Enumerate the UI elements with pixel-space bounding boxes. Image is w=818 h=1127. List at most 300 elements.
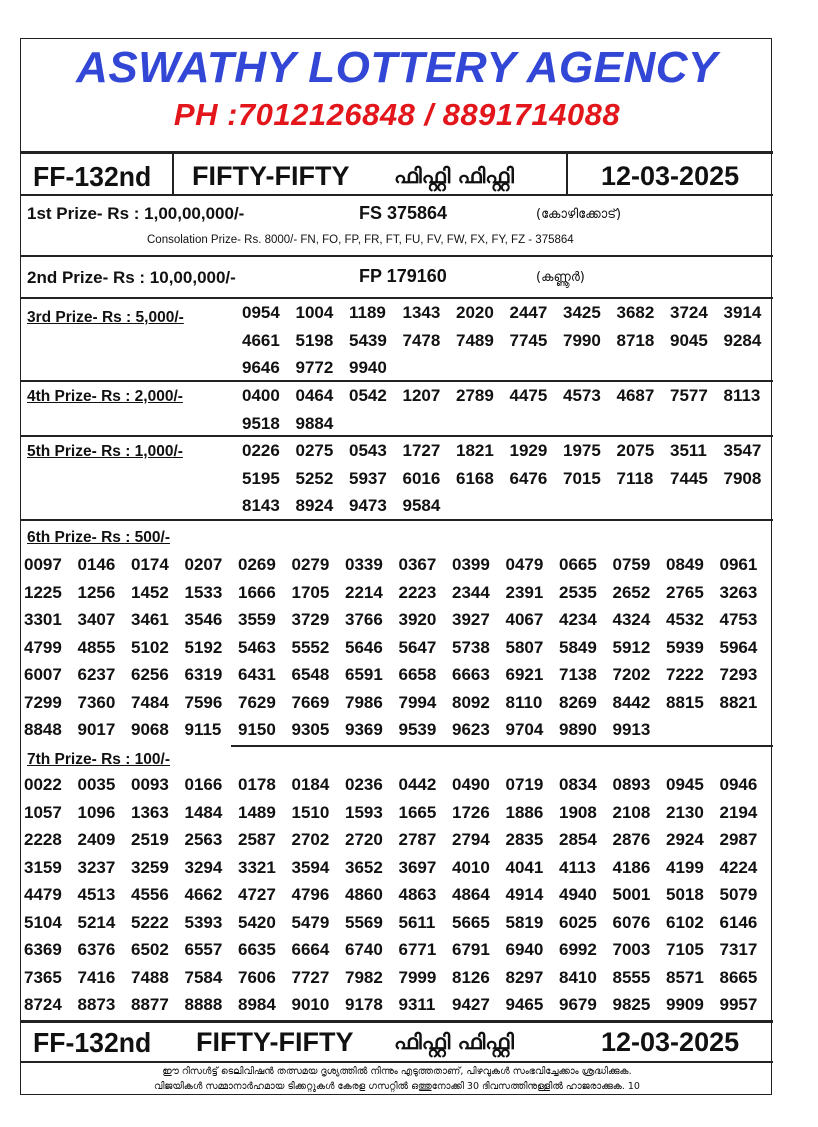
- prize-number: 7317: [719, 940, 758, 959]
- prize-number: 0946: [719, 775, 758, 794]
- divider: [21, 519, 773, 521]
- prize-number: 0945: [666, 775, 704, 794]
- prize-number: 8092: [452, 692, 490, 712]
- prize-number: 1343: [402, 303, 441, 322]
- prize-number: 0093: [131, 775, 169, 794]
- prize-number: 7202: [612, 665, 651, 684]
- prize-number: 7293: [719, 665, 758, 684]
- prize-number: 7596: [184, 692, 223, 712]
- prize-number: 2391: [505, 582, 544, 602]
- prize-number: 6256: [131, 665, 169, 684]
- prize-number: 7606: [238, 967, 276, 987]
- prize-number: 5807: [505, 637, 544, 657]
- prize-number: 9646: [242, 358, 280, 377]
- divider: [21, 151, 773, 154]
- prize-number: 7908: [723, 468, 762, 488]
- prize-number: 6635: [238, 940, 276, 959]
- prize-number: 7577: [670, 386, 708, 405]
- prize-number: 0339: [345, 555, 383, 574]
- prize-number: 5937: [349, 468, 387, 488]
- divider: [21, 1061, 773, 1063]
- prize-number: 7138: [559, 665, 597, 684]
- prize-number: 8984: [238, 995, 276, 1014]
- prize-number: 8269: [559, 692, 597, 712]
- prize-number: 9584: [402, 496, 441, 515]
- prize-number: 1908: [559, 802, 597, 822]
- prize-number: 3259: [131, 857, 169, 877]
- prize-number: 8873: [77, 995, 116, 1014]
- prize-number: 4661: [242, 330, 280, 350]
- prize-number: 4041: [505, 857, 544, 877]
- prize-number: 4199: [666, 857, 704, 877]
- prize-number: 0542: [349, 386, 387, 405]
- prize-number: 6102: [666, 912, 704, 932]
- prize-number: 9115: [184, 720, 222, 739]
- footer-draw-name-malayalam: ഫിഫ്റ്റി ഫിഫ്റ്റി: [394, 1030, 514, 1054]
- prize-number: 4479: [24, 885, 62, 904]
- prize-number: 8442: [612, 692, 651, 712]
- prize-number: 6502: [131, 940, 169, 959]
- prize-number: 4475: [509, 386, 548, 405]
- divider: [231, 745, 773, 747]
- second-prize-place: (കണ്ണൂർ): [536, 270, 585, 285]
- prize-number: 5252: [295, 468, 334, 488]
- prize-number: 6369: [24, 940, 62, 959]
- prize-number: 0022: [24, 775, 62, 794]
- prize-number: 4860: [345, 885, 383, 904]
- prize-number: 5646: [345, 637, 383, 657]
- prize-number: 1096: [77, 802, 116, 822]
- prize-number: 4863: [398, 885, 437, 904]
- prize-number: 0166: [184, 775, 223, 794]
- agency-phone: PH :7012126848 / 8891714088: [173, 97, 621, 132]
- prize-number: 4010: [452, 857, 490, 877]
- prize-number: 4532: [666, 610, 704, 629]
- prize-number: 9940: [349, 358, 387, 377]
- prize-number: 3237: [77, 857, 116, 877]
- prize-number: 3682: [616, 303, 655, 322]
- prize-number: 6557: [184, 940, 223, 959]
- prize-number: 8410: [559, 967, 597, 987]
- prize-number: 8924: [295, 496, 334, 515]
- prize-number: 7222: [666, 665, 704, 684]
- divider: [21, 255, 773, 257]
- prize-number: 1484: [184, 802, 223, 822]
- prize-number: 9150: [238, 720, 276, 739]
- prize-number: 2519: [131, 830, 169, 849]
- prize-number: 7365: [24, 967, 62, 987]
- prize-number: 7015: [563, 468, 601, 488]
- prize-number: 8821: [719, 692, 758, 712]
- prize-number: 4662: [184, 885, 223, 904]
- footer-note-line-2: വിജയികൾ സമ്മാനാർഹമായ ടിക്കറ്റുകൾ കേരള ഗസറ്റിൽ ഒത്തുനോക്കി 30 ദിവസത്തിനുള്ളിൽ ഹാജരാക്കുക. 10: [154, 1081, 640, 1092]
- prize-number: 8143: [242, 496, 280, 515]
- prize-number: 7105: [666, 940, 704, 959]
- prize-number: 6237: [77, 665, 116, 684]
- prize-number: 0961: [719, 555, 758, 574]
- prize-number: 0490: [452, 775, 490, 794]
- prize-number: 9909: [666, 995, 704, 1014]
- prize-number: 0464: [295, 386, 334, 405]
- prize-number: 0367: [398, 555, 437, 574]
- prize-number: 0834: [559, 775, 597, 794]
- prize-number: 1727: [402, 441, 441, 460]
- prize-number: 1489: [238, 802, 276, 822]
- prize-number: 0954: [242, 303, 280, 322]
- prize-number: 4573: [563, 386, 601, 405]
- prize-number: 7484: [131, 692, 169, 712]
- prize-number: 0097: [24, 555, 62, 574]
- prize-number: 0279: [291, 555, 330, 574]
- prize-number: 4940: [559, 885, 597, 904]
- prize-number: 1363: [131, 802, 169, 822]
- prize-number: 6921: [505, 665, 544, 684]
- first-prize-number: FS 375864: [359, 203, 448, 223]
- prize-number: 9518: [242, 413, 280, 433]
- prize-number: 2075: [616, 441, 655, 460]
- prize-number: 1593: [345, 802, 383, 822]
- prize-number: 8877: [131, 995, 169, 1014]
- prize-number: 3321: [238, 857, 276, 877]
- prize-number: 9913: [612, 720, 651, 739]
- prize-number: 6940: [505, 940, 544, 959]
- prize-number: 1510: [291, 802, 330, 822]
- prize-number: 0236: [345, 775, 383, 794]
- prize-number: 3547: [723, 441, 762, 460]
- prize-number: 0442: [398, 775, 437, 794]
- prize-number: 3594: [291, 857, 330, 877]
- prize-number: 9178: [345, 995, 383, 1014]
- prize-number: 9473: [349, 496, 387, 515]
- prize-number: 5611: [398, 912, 436, 932]
- prize-number: 2854: [559, 830, 597, 849]
- prize-number: 9623: [452, 720, 490, 739]
- prize-number: 0035: [77, 775, 116, 794]
- prize-number: 2228: [24, 830, 62, 849]
- prize-number: 5195: [242, 468, 280, 488]
- prize-number: 7986: [345, 692, 383, 712]
- prize-number: 8110: [505, 692, 543, 712]
- prize-number: 1821: [456, 441, 494, 460]
- prize-number: 9045: [670, 330, 708, 350]
- prize-number: 9068: [131, 720, 169, 739]
- prize-number: 3511: [670, 441, 707, 460]
- prize-number: 7669: [291, 692, 330, 712]
- prize-number: 9017: [77, 720, 116, 739]
- sixth-prize-label: 6th Prize- Rs : 500/-: [27, 529, 170, 546]
- prize-number: 4234: [559, 610, 597, 629]
- prize-number: 7488: [131, 967, 169, 987]
- prize-number: 1666: [238, 582, 276, 602]
- prize-number: 4687: [616, 386, 655, 405]
- prize-number: 3159: [24, 857, 62, 877]
- prize-number: 5222: [131, 912, 169, 932]
- seventh-prize-numbers: [24, 771, 773, 1019]
- prize-number: 2876: [612, 830, 651, 849]
- prize-number: 2344: [452, 582, 490, 602]
- prize-number: 8888: [184, 995, 223, 1014]
- prize-number: 7584: [184, 967, 223, 987]
- prize-number: 2194: [719, 802, 758, 822]
- prize-number: 7360: [77, 692, 116, 712]
- prize-number: 9957: [719, 995, 758, 1014]
- prize-number: 1057: [24, 802, 62, 822]
- footer-draw-code: FF-132nd: [33, 1027, 152, 1058]
- divider: [566, 153, 568, 195]
- prize-number: 2987: [719, 830, 758, 849]
- prize-number: 9427: [452, 995, 490, 1014]
- prize-number: 9884: [295, 413, 334, 433]
- prize-number: 8665: [719, 967, 758, 987]
- prize-number: 2787: [398, 830, 437, 849]
- prize-number: 9311: [398, 995, 436, 1014]
- prize-number: 1256: [77, 582, 116, 602]
- prize-number: 0174: [131, 555, 169, 574]
- prize-number: 3652: [345, 857, 383, 877]
- prize-number: 0275: [295, 441, 334, 460]
- prize-number: 2447: [509, 303, 548, 322]
- prize-number: 0543: [349, 441, 387, 460]
- prize-number: 7982: [345, 967, 383, 987]
- prize-number: 9305: [291, 720, 330, 739]
- prize-number: 7990: [563, 330, 601, 350]
- prize-number: 0719: [505, 775, 544, 794]
- prize-number: 3927: [452, 610, 490, 629]
- prize-number: 9704: [505, 720, 544, 739]
- prize-number: 1886: [505, 802, 544, 822]
- prize-number: 4796: [291, 885, 330, 904]
- prize-number: 7118: [616, 468, 654, 488]
- consolation-prize: Consolation Prize- Rs. 8000/- FN, FO, FP, FR, FT, FU, FV, FW, FX, FY, FZ - 375864: [147, 234, 574, 246]
- prize-number: 3724: [670, 303, 708, 322]
- prize-number: 8571: [666, 967, 704, 987]
- prize-number: 5079: [719, 885, 758, 904]
- prize-number: 4067: [505, 610, 544, 629]
- prize-number: 8724: [24, 995, 62, 1014]
- prize-number: 7745: [509, 330, 548, 350]
- prize-number: 6076: [612, 912, 651, 932]
- prize-number: 0759: [612, 555, 651, 574]
- prize-number: 5214: [77, 912, 116, 932]
- fifth-prize-label: 5th Prize- Rs : 1,000/-: [27, 443, 183, 460]
- second-prize-number: FP 179160: [359, 266, 447, 286]
- prize-number: 2765: [666, 582, 704, 602]
- prize-number: 1452: [131, 582, 169, 602]
- third-prize-numbers: [242, 299, 777, 382]
- prize-number: 2409: [77, 830, 116, 849]
- prize-number: 1225: [24, 582, 62, 602]
- seventh-prize-label: 7th Prize- Rs : 100/-: [27, 751, 170, 768]
- divider: [21, 194, 773, 196]
- prize-number: 6168: [456, 468, 494, 488]
- prize-number: 5569: [345, 912, 383, 932]
- prize-number: 6591: [345, 665, 383, 684]
- prize-number: 6319: [184, 665, 223, 684]
- prize-number: 0269: [238, 555, 276, 574]
- prize-number: 2587: [238, 830, 276, 849]
- prize-number: 6431: [238, 665, 276, 684]
- prize-number: 1726: [452, 802, 490, 822]
- prize-number: 5001: [612, 885, 651, 904]
- prize-number: 4799: [24, 637, 62, 657]
- prize-number: 0226: [242, 441, 280, 460]
- prize-number: 8555: [612, 967, 651, 987]
- prize-number: 6658: [398, 665, 437, 684]
- footer-draw-date: 12-03-2025: [601, 1027, 740, 1057]
- prize-number: 0479: [505, 555, 544, 574]
- prize-number: 2535: [559, 582, 597, 602]
- prize-number: 5912: [612, 637, 651, 657]
- prize-number: 3294: [184, 857, 223, 877]
- draw-name-malayalam: ഫിഫ്റ്റി ഫിഫ്റ്റി: [394, 164, 514, 188]
- draw-date: 12-03-2025: [601, 161, 740, 191]
- prize-number: 8113: [723, 386, 761, 405]
- divider: [172, 153, 174, 195]
- prize-number: 6025: [559, 912, 597, 932]
- prize-number: 7489: [456, 330, 494, 350]
- prize-number: 6664: [291, 940, 330, 959]
- prize-number: 1705: [291, 582, 330, 602]
- footer-draw-name: FIFTY-FIFTY: [196, 1027, 354, 1057]
- prize-number: 9465: [505, 995, 544, 1014]
- prize-number: 5665: [452, 912, 490, 932]
- prize-number: 5102: [131, 637, 169, 657]
- prize-number: 5552: [291, 637, 330, 657]
- footer-note-line-1: ഈ റിസൾട്ട് ടെലിവിഷൻ തത്സമയ ദൃശ്യത്തിൽ നിന്നും എടുത്തതാണ്, പിഴവുകൾ സംഭവിച്ചേക്കാം ശ്രദ്ധിക്കുക.: [162, 1066, 632, 1077]
- prize-number: 1929: [509, 441, 548, 460]
- prize-number: 6476: [509, 468, 548, 488]
- prize-number: 9539: [398, 720, 437, 739]
- prize-number: 5819: [505, 912, 544, 932]
- prize-number: 5647: [398, 637, 437, 657]
- prize-number: 3697: [398, 857, 437, 877]
- prize-number: 2835: [505, 830, 544, 849]
- prize-number: 5018: [666, 885, 704, 904]
- prize-number: 8126: [452, 967, 490, 987]
- prize-number: 9010: [291, 995, 330, 1014]
- fifth-prize-numbers: [242, 437, 777, 520]
- prize-number: 7416: [77, 967, 116, 987]
- prize-number: 9679: [559, 995, 597, 1014]
- prize-number: 2223: [398, 582, 437, 602]
- prize-number: 9772: [295, 358, 334, 377]
- fourth-prize-label: 4th Prize- Rs : 2,000/-: [27, 388, 183, 405]
- prize-number: 7629: [238, 692, 276, 712]
- prize-number: 3546: [184, 610, 223, 629]
- prize-number: 5393: [184, 912, 223, 932]
- prize-number: 2720: [345, 830, 383, 849]
- prize-number: 6548: [291, 665, 330, 684]
- prize-number: 6016: [402, 468, 441, 488]
- second-prize-label: 2nd Prize- Rs : 10,00,000/-: [27, 268, 236, 287]
- prize-number: 2652: [612, 582, 651, 602]
- prize-number: 3729: [291, 610, 330, 629]
- draw-code: FF-132nd: [33, 161, 152, 192]
- prize-number: 3914: [723, 303, 762, 322]
- prize-number: 7478: [402, 330, 441, 350]
- prize-number: 0184: [291, 775, 330, 794]
- prize-number: 5439: [349, 330, 387, 350]
- prize-number: 2130: [666, 802, 704, 822]
- prize-number: 2924: [666, 830, 704, 849]
- prize-number: 2789: [456, 386, 494, 405]
- prize-number: 5964: [719, 637, 758, 657]
- third-prize-label: 3rd Prize- Rs : 5,000/-: [27, 309, 184, 326]
- prize-number: 2794: [452, 830, 490, 849]
- prize-number: 7999: [398, 967, 437, 987]
- prize-number: 0399: [452, 555, 490, 574]
- prize-number: 8718: [616, 330, 655, 350]
- prize-number: 1004: [295, 303, 334, 322]
- prize-number: 8815: [666, 692, 704, 712]
- prize-number: 5463: [238, 637, 276, 657]
- prize-number: 6771: [398, 940, 437, 959]
- prize-number: 6740: [345, 940, 383, 959]
- prize-number: 6791: [452, 940, 490, 959]
- prize-number: 4914: [505, 885, 544, 904]
- prize-number: 7003: [612, 940, 651, 959]
- prize-number: 8848: [24, 720, 62, 739]
- prize-number: 4753: [719, 610, 758, 629]
- prize-number: 1975: [563, 441, 601, 460]
- prize-number: 5849: [559, 637, 597, 657]
- first-prize-place: (കോഴിക്കോട്): [536, 207, 622, 222]
- prize-number: 3407: [77, 610, 116, 629]
- prize-number: 7727: [291, 967, 330, 987]
- prize-number: 5198: [295, 330, 334, 350]
- prize-number: 4864: [452, 885, 490, 904]
- prize-number: 7299: [24, 692, 62, 712]
- prize-number: 5738: [452, 637, 490, 657]
- result-sheet: [20, 38, 772, 1095]
- prize-number: 3461: [131, 610, 169, 629]
- prize-number: 4224: [719, 857, 758, 877]
- agency-name: ASWATHY LOTTERY AGENCY: [76, 43, 718, 92]
- prize-number: 2020: [456, 303, 494, 322]
- prize-number: 4113: [559, 857, 596, 877]
- prize-number: 3920: [398, 610, 437, 629]
- prize-number: 4855: [77, 637, 116, 657]
- first-prize-label: 1st Prize- Rs : 1,00,00,000/-: [27, 204, 245, 223]
- prize-number: 1189: [349, 303, 386, 322]
- prize-number: 2214: [345, 582, 383, 602]
- prize-number: 6007: [24, 665, 62, 684]
- prize-number: 9369: [345, 720, 383, 739]
- prize-number: 3559: [238, 610, 276, 629]
- prize-number: 1207: [402, 386, 441, 405]
- prize-number: 2702: [291, 830, 330, 849]
- prize-number: 4513: [77, 885, 116, 904]
- prize-number: 2563: [184, 830, 223, 849]
- prize-number: 3301: [24, 610, 62, 629]
- prize-number: 0207: [184, 555, 223, 574]
- prize-number: 6663: [452, 665, 490, 684]
- sixth-prize-numbers: [24, 551, 773, 744]
- prize-number: 3263: [719, 582, 758, 602]
- prize-number: 8297: [505, 967, 544, 987]
- prize-number: 2108: [612, 802, 651, 822]
- prize-number: 1533: [184, 582, 223, 602]
- prize-number: 5479: [291, 912, 330, 932]
- prize-number: 0665: [559, 555, 597, 574]
- prize-number: 5420: [238, 912, 276, 932]
- prize-number: 9825: [612, 995, 651, 1014]
- prize-number: 5939: [666, 637, 704, 657]
- prize-number: 1665: [398, 802, 437, 822]
- prize-number: 4324: [612, 610, 651, 629]
- prize-number: 9890: [559, 720, 597, 739]
- divider: [21, 1020, 773, 1023]
